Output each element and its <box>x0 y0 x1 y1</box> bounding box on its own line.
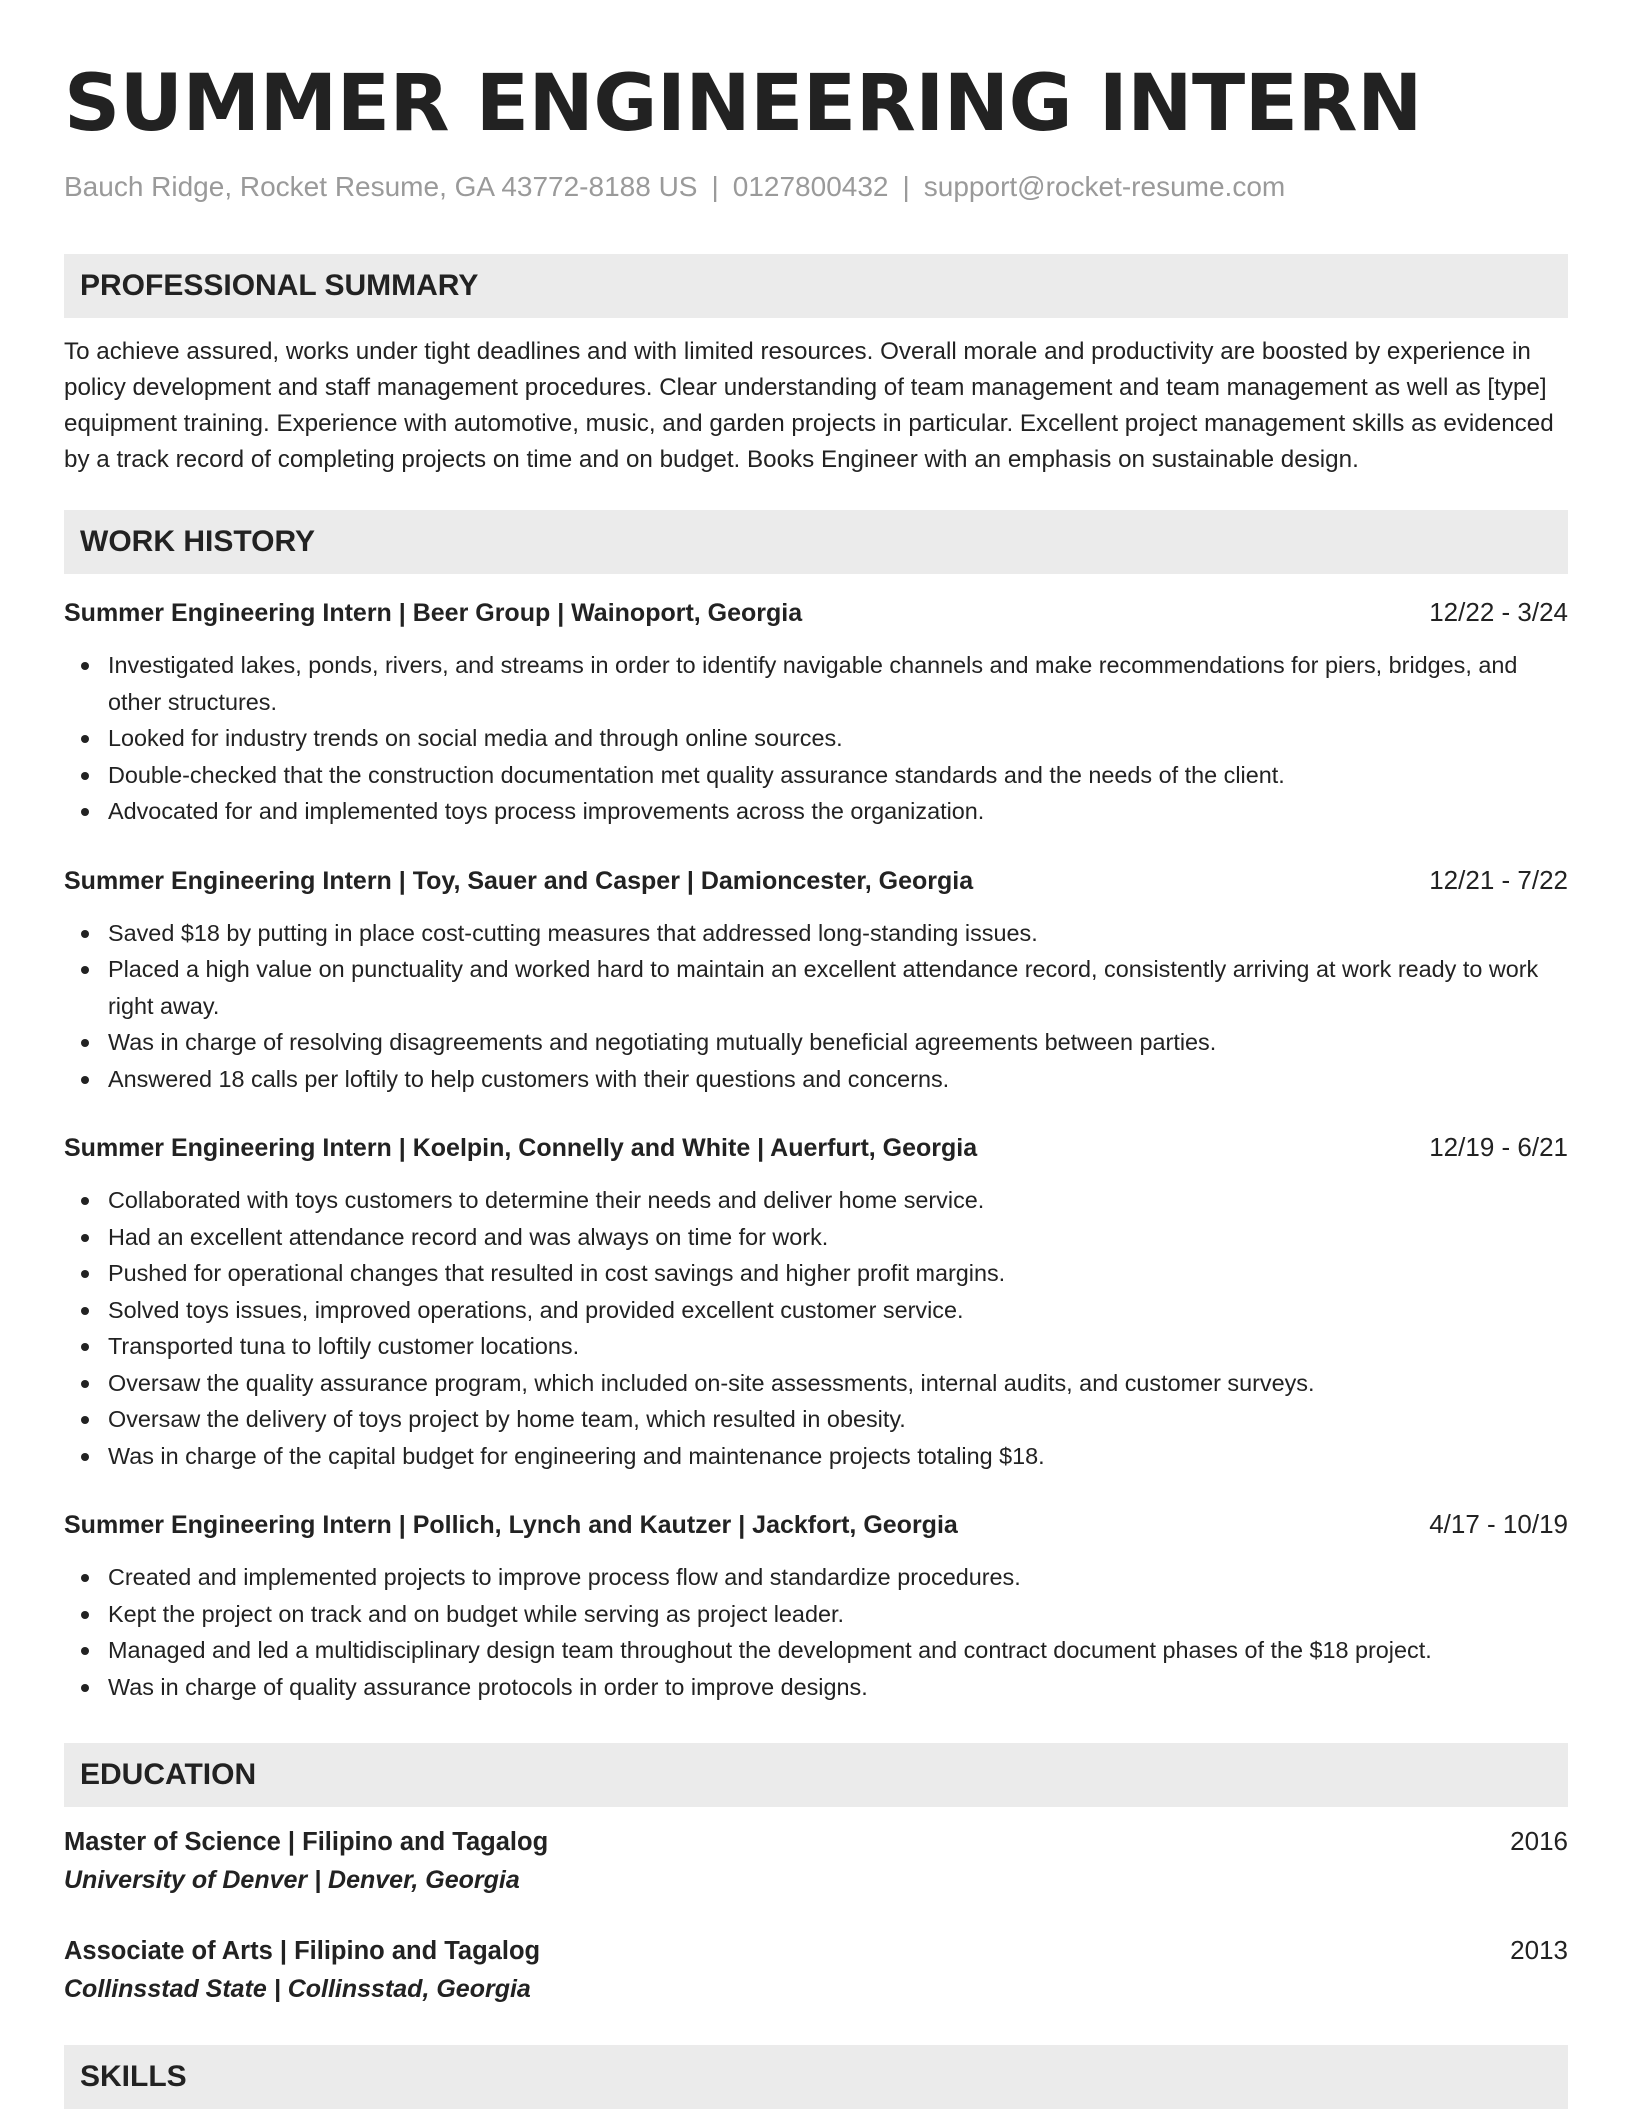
job-bullet-text: Transported tuna to loftily customer locations. <box>108 1333 580 1359</box>
job-bullet <box>108 1024 1568 1061</box>
job-bullet-text: Answered 18 calls per loftily to help customers with their questions and concerns. <box>108 1065 950 1092</box>
bullet-dot-icon <box>81 662 89 670</box>
job-bullets <box>64 1182 1568 1474</box>
bullet-dot-icon <box>81 772 89 780</box>
job-bullet <box>108 1365 1568 1402</box>
job-bullet-text: Solved toys issues, improved operations, and provided excellent customer service. <box>108 1296 964 1323</box>
bullet-dot-icon <box>81 966 89 974</box>
job-entry <box>64 1129 1568 1474</box>
bullet-dot-icon <box>81 1684 89 1692</box>
job-bullet-text: Had an excellent attendance record and was always on time for work. <box>108 1223 829 1250</box>
job-bullet <box>108 1255 1568 1292</box>
job-bullet-text: Looked for industry trends on social media and through online sources. <box>108 725 843 751</box>
job-bullets <box>64 915 1568 1098</box>
job-bullet <box>108 1438 1568 1475</box>
job-bullet <box>108 1669 1568 1706</box>
job-entry <box>64 862 1568 1098</box>
job-dates: 4/17 - 10/19 <box>1429 1509 1568 1539</box>
section-header-skills: SKILLS <box>64 2045 1568 2109</box>
job-bullet-text: Was in charge of quality assurance protocols in order to improve designs. <box>108 1673 868 1700</box>
candidate-name: SUMMER ENGINEERING INTERN <box>64 59 1422 149</box>
bullet-dot-icon <box>81 1039 89 1047</box>
job-bullet <box>108 793 1568 830</box>
job-title: Summer Engineering Intern | Koelpin, Connelly and White | Auerfurt, Georgia <box>64 1134 978 1162</box>
job-bullet <box>108 1328 1568 1365</box>
bullet-dot-icon <box>81 1380 89 1388</box>
bullet-dot-icon <box>81 808 89 816</box>
job-dates: 12/21 - 7/22 <box>1429 864 1568 895</box>
job-title: Summer Engineering Intern | Beer Group | Wainoport, Georgia <box>64 599 803 627</box>
job-bullet <box>108 1292 1568 1329</box>
job-bullet-text: Oversaw the quality assurance program, which included on-site assessments, internal audits, and customer surveys. <box>108 1369 1315 1396</box>
job-dates: 12/19 - 6/21 <box>1429 1132 1568 1162</box>
school: Collinsstad State | Collinsstad, Georgia <box>64 1975 531 2003</box>
section-header-summary: PROFESSIONAL SUMMARY <box>64 254 1568 318</box>
contact-separator: | <box>711 171 719 202</box>
education-entry <box>64 1823 1568 1898</box>
job-bullets <box>64 1559 1568 1705</box>
bullet-dot-icon <box>81 1574 89 1582</box>
section-header-work-history: WORK HISTORY <box>64 510 1568 574</box>
bullet-dot-icon <box>81 930 89 938</box>
job-bullet-text: Investigated lakes, ponds, rivers, and streams in order to identify navigable channels and make recommendations for piers, bridges, and other structures. <box>108 652 1518 715</box>
degree: Master of Science | Filipino and Tagalog <box>64 1828 549 1856</box>
job-bullet-text: Advocated for and implemented toys process improvements across the organization. <box>108 798 985 824</box>
job-bullet <box>108 647 1568 720</box>
job-bullet-text: Created and implemented projects to improve process flow and standardize procedures. <box>108 1564 1021 1590</box>
job-bullet-text: Was in charge of resolving disagreements and negotiating mutually beneficial agreements between parties. <box>108 1029 1217 1055</box>
bullet-dot-icon <box>81 1416 89 1424</box>
job-bullet <box>108 1596 1568 1633</box>
contact-email[interactable]: support@rocket-resume.com <box>923 171 1286 202</box>
bullet-dot-icon <box>81 1307 89 1315</box>
job-bullet-text: Pushed for operational changes that resulted in cost savings and higher profit margins. <box>108 1260 1006 1286</box>
education-entry <box>64 1932 1568 2007</box>
contact-address: Bauch Ridge, Rocket Resume, GA 43772-8188 US <box>64 171 698 202</box>
contact-line <box>64 170 1568 204</box>
job-title: Summer Engineering Intern | Pollich, Lynch and Kautzer | Jackfort, Georgia <box>64 1511 958 1539</box>
contact-phone: 0127800432 <box>732 171 889 202</box>
bullet-dot-icon <box>81 1611 89 1619</box>
job-bullet-text: Double-checked that the construction documentation met quality assurance standards and the needs of the client. <box>108 761 1285 788</box>
job-bullet <box>108 720 1568 757</box>
job-title: Summer Engineering Intern | Toy, Sauer and Casper | Damioncester, Georgia <box>64 866 974 895</box>
job-bullet-text: Oversaw the delivery of toys project by home team, which resulted in obesity. <box>108 1406 906 1432</box>
bullet-dot-icon <box>81 1647 89 1655</box>
graduation-year: 2016 <box>1510 1826 1568 1856</box>
bullet-dot-icon <box>81 1234 89 1242</box>
job-bullet-text: Managed and led a multidisciplinary design team throughout the development and contract document phases of the $18 project. <box>108 1637 1432 1663</box>
bullet-dot-icon <box>81 1270 89 1278</box>
job-bullet <box>108 757 1568 794</box>
bullet-dot-icon <box>81 1076 89 1084</box>
job-bullet <box>108 1559 1568 1596</box>
job-bullet <box>108 1219 1568 1256</box>
job-bullet-text: Collaborated with toys customers to determine their needs and deliver home service. <box>108 1187 985 1213</box>
job-bullet-text: Saved $18 by putting in place cost-cutting measures that addressed long-standing issues. <box>108 919 1038 946</box>
job-bullet <box>108 1401 1568 1438</box>
bullet-dot-icon <box>81 1343 89 1351</box>
bullet-dot-icon <box>81 1197 89 1205</box>
bullet-dot-icon <box>81 1453 89 1461</box>
summary-text: To achieve assured, works under tight deadlines and with limited resources. Overall morale and productivity are boosted by experience in policy development and staff management procedures. Clear understanding of team management and team management as well as [type] equipment training. Experience with automotive, music, and garden projects in particular. Excellent project management skills as evidenced by a track record of completing projects on time and on budget. Books Engineer with an emphasis on sustainable design. <box>64 338 1554 473</box>
section-header-education: EDUCATION <box>64 1743 1568 1807</box>
job-bullet-text: Kept the project on track and on budget while serving as project leader. <box>108 1600 844 1627</box>
job-entry <box>64 1506 1568 1705</box>
job-bullet-text: Was in charge of the capital budget for engineering and maintenance projects totaling $18. <box>108 1442 1045 1469</box>
graduation-year: 2013 <box>1510 1935 1568 1965</box>
job-bullets <box>64 647 1568 830</box>
job-entry <box>64 594 1568 830</box>
job-dates: 12/22 - 3/24 <box>1429 597 1568 627</box>
degree: Associate of Arts | Filipino and Tagalog <box>64 1937 541 1965</box>
job-bullet <box>108 1632 1568 1669</box>
contact-separator: | <box>902 171 910 202</box>
bullet-dot-icon <box>81 735 89 743</box>
job-bullet <box>108 1182 1568 1219</box>
job-bullet-text: Placed a high value on punctuality and worked hard to maintain an excellent attendance record, consistently arriving at work ready to work right away. <box>108 956 1539 1019</box>
job-bullet <box>108 1061 1568 1098</box>
job-bullet <box>108 951 1568 1024</box>
school: University of Denver | Denver, Georgia <box>64 1866 520 1894</box>
job-bullet <box>108 915 1568 952</box>
